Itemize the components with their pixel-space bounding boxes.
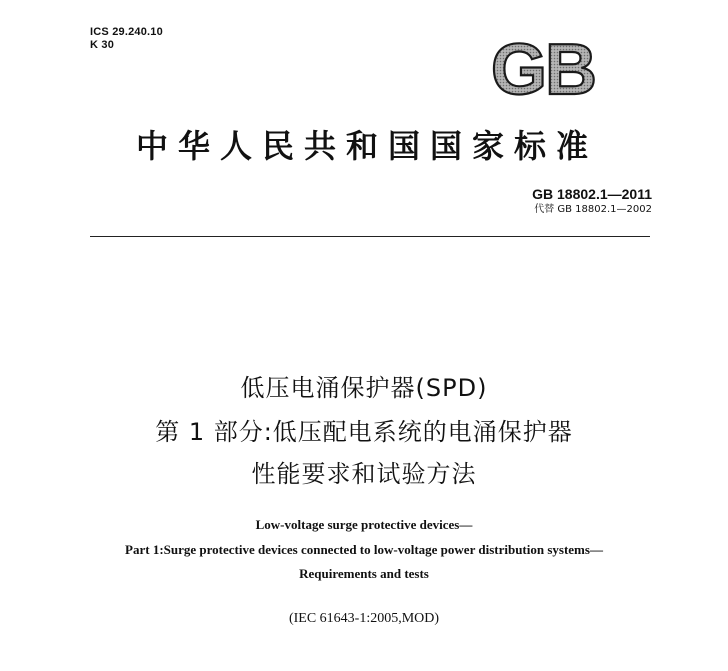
english-title-line-1: Low-voltage surge protective devices— [255, 517, 473, 532]
gb-logo-text: GB [491, 36, 595, 100]
standard-number: GB 18802.1—2011 [532, 186, 652, 202]
iec-reference: (IEC 61643-1:2005,MOD) [288, 611, 440, 626]
english-title-line-3: Requirements and tests [299, 566, 429, 581]
chinese-title-line-2: 第 1 部分:低压配电系统的电涌保护器 [155, 418, 573, 446]
standard-category-title: 中华人民共和国国家标准 [135, 127, 598, 165]
gb-logo [478, 36, 608, 100]
chinese-title-line-3: 性能要求和试验方法 [251, 460, 477, 488]
chinese-title-line-1: 低压电涌保护器(SPD) [240, 374, 488, 402]
classification-codes [90, 26, 163, 52]
standard-number-block [532, 186, 652, 217]
class-code: K 30 [90, 39, 115, 51]
header-divider [90, 236, 650, 237]
replaces-standard: 代替 GB 18802.1—2002 [534, 204, 652, 215]
english-title-line-2: Part 1:Surge protective devices connected to low-voltage power distribution systems— [125, 542, 603, 557]
ics-code: ICS 29.240.10 [90, 26, 163, 38]
